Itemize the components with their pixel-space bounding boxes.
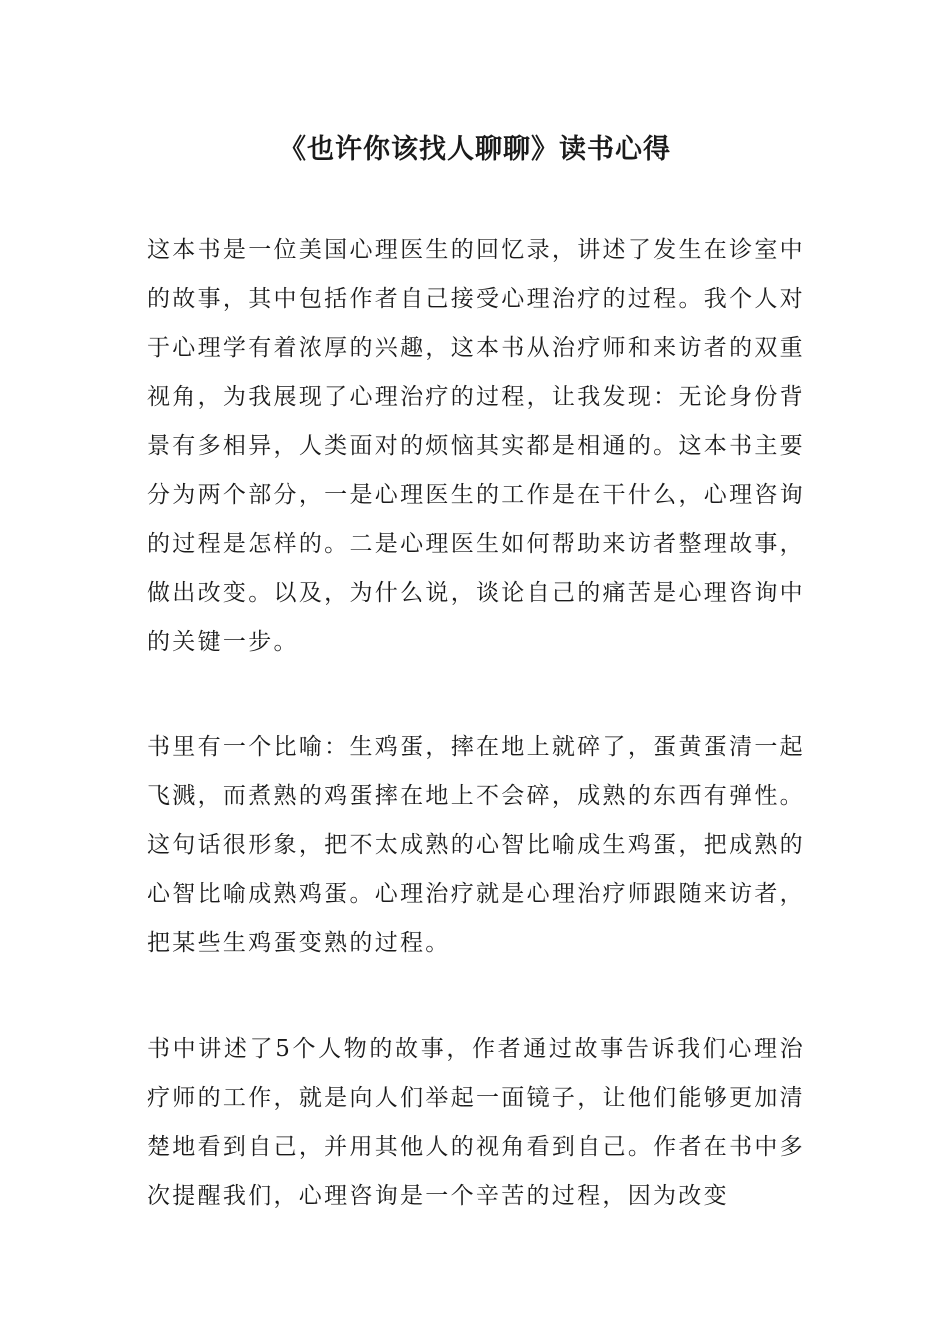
document-title: 《也许你该找人聊聊》读书心得	[279, 134, 671, 165]
paragraph-3: 书中讲述了5个人物的故事，作者通过故事告诉我们心理治疗师的工作，就是向人们举起一面镜子，让他们能够更加清楚地看到自己，并用其他人的视角看到自己。作者在书中多次提醒我们，心理咨询是一个辛苦的过程，因为改变	[147, 1036, 805, 1209]
paragraph-1: 这本书是一位美国心理医生的回忆录，讲述了发生在诊室中的故事，其中包括作者自己接受心理治疗的过程。我个人对于心理学有着浓厚的兴趣，这本书从治疗师和来访者的双重视角，为我展现了心理治疗的过程，让我发现：无论身份背景有多相异，人类面对的烦恼其实都是相通的。这本书主要分为两个部分，一是心理医生的工作是在干什么，心理咨询的过程是怎样的。二是心理医生如何帮助来访者整理故事，做出改变。以及，为什么说，谈论自己的痛苦是心理咨询中的关键一步。	[147, 237, 805, 655]
paragraph-2: 书里有一个比喻：生鸡蛋，摔在地上就碎了，蛋黄蛋清一起飞溅，而煮熟的鸡蛋摔在地上不会碎，成熟的东西有弹性。这句话很形象，把不太成熟的心智比喻成生鸡蛋，把成熟的心智比喻成熟鸡蛋。心理治疗就是心理治疗师跟随来访者，把某些生鸡蛋变熟的过程。	[147, 734, 805, 956]
